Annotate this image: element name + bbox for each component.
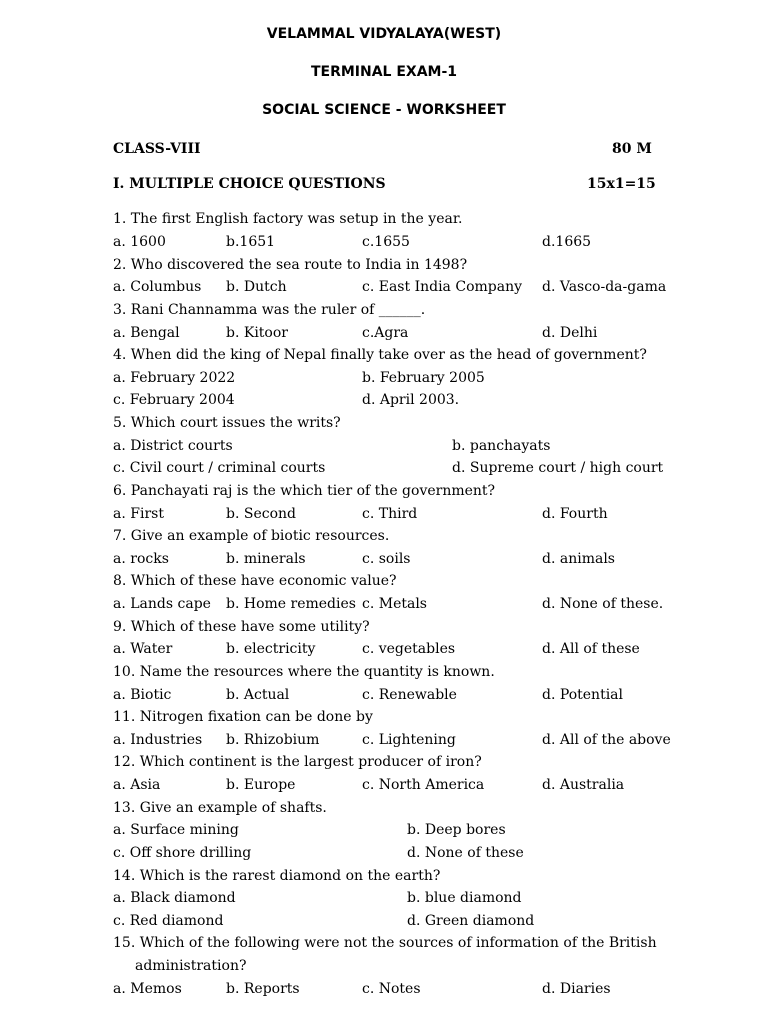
option: c. Lightening xyxy=(362,732,456,748)
option: c.1655 xyxy=(362,234,410,250)
section-title: I. MULTIPLE CHOICE QUESTIONS xyxy=(113,176,386,192)
option: b. Kitoor xyxy=(226,325,288,341)
option: a. Bengal xyxy=(113,325,180,341)
option: b. Actual xyxy=(226,687,290,703)
question-text: 5. Which court issues the writs? xyxy=(113,415,341,431)
option: d. All of these xyxy=(542,641,640,657)
question-text: 10. Name the resources where the quantity is known. xyxy=(113,664,495,680)
question-text: 12. Which continent is the largest producer of iron? xyxy=(113,754,482,770)
question-text: 9. Which of these have some utility? xyxy=(113,619,370,635)
option: c. Off shore drilling xyxy=(113,845,252,861)
option: d. Fourth xyxy=(542,506,608,522)
option: a. Black diamond xyxy=(113,890,236,906)
option: d. Australia xyxy=(542,777,625,793)
option: a. District courts xyxy=(113,438,233,454)
option: a. Water xyxy=(113,641,173,657)
option: d. Supreme court / high court xyxy=(452,460,664,476)
question-text: 13. Give an example of shafts. xyxy=(113,800,327,816)
exam-title: TERMINAL EXAM-1 xyxy=(310,64,458,80)
option: b. Dutch xyxy=(226,279,287,295)
option: b. electricity xyxy=(226,641,316,657)
option: c.Agra xyxy=(362,325,409,341)
section-marks: 15x1=15 xyxy=(587,176,656,192)
option: b. Europe xyxy=(226,777,296,793)
option: c. Metals xyxy=(362,596,427,612)
option: b. Deep bores xyxy=(407,822,506,838)
question-text: 8. Which of these have economic value? xyxy=(113,573,397,589)
option: c. Red diamond xyxy=(113,913,224,929)
option: c. soils xyxy=(362,551,411,567)
question-text: 6. Panchayati raj is the which tier of the government? xyxy=(113,483,496,499)
option: b. Second xyxy=(226,506,296,522)
option: d.1665 xyxy=(542,234,592,250)
option: c. Civil court / criminal courts xyxy=(113,460,326,476)
question-text: 15. Which of the following were not the sources of information of the British xyxy=(113,935,657,951)
total-marks: 80 M xyxy=(612,141,652,157)
option: d. Potential xyxy=(542,687,623,703)
option: c. Renewable xyxy=(362,687,457,703)
question-text: 11. Nitrogen fixation can be done by xyxy=(113,709,373,725)
option: d. April 2003. xyxy=(362,392,460,408)
option: d. All of the above xyxy=(542,732,671,748)
option: d. Vasco-da-gama xyxy=(542,279,667,295)
option: b. Home remedies xyxy=(226,596,356,612)
option: a. 1600 xyxy=(113,234,166,250)
option: d. Green diamond xyxy=(407,913,535,929)
option: a. Lands cape xyxy=(113,596,211,612)
option: a. February 2022 xyxy=(113,370,236,386)
option: c. vegetables xyxy=(362,641,456,657)
question-text: 4. When did the king of Nepal finally take over as the head of government? xyxy=(113,347,647,363)
option: d. animals xyxy=(542,551,615,567)
option: d. Diaries xyxy=(542,981,611,997)
option: a. Industries xyxy=(113,732,203,748)
option: c. February 2004 xyxy=(113,392,235,408)
option: b. blue diamond xyxy=(407,890,522,906)
class-label: CLASS-VIII xyxy=(113,141,201,157)
option: a. Biotic xyxy=(113,687,172,703)
option: c. Third xyxy=(362,506,418,522)
option: b. Reports xyxy=(226,981,300,997)
option: d. None of these xyxy=(407,845,524,861)
question-text: 14. Which is the rarest diamond on the earth? xyxy=(113,868,441,884)
option: b. Rhizobium xyxy=(226,732,320,748)
option: a. Surface mining xyxy=(113,822,239,838)
question-text-continued: administration? xyxy=(135,958,247,974)
option: c. North America xyxy=(362,777,485,793)
option: c. Notes xyxy=(362,981,421,997)
question-text: 7. Give an example of biotic resources. xyxy=(113,528,390,544)
option: a. rocks xyxy=(113,551,169,567)
option: c. East India Company xyxy=(362,279,523,295)
question-text: 3. Rani Channamma was the ruler of ______. xyxy=(113,302,426,318)
option: d. None of these. xyxy=(542,596,664,612)
school-name: VELAMMAL VIDYALAYA(WEST) xyxy=(266,26,502,42)
option: a. Memos xyxy=(113,981,182,997)
option: b. panchayats xyxy=(452,438,551,454)
option: b. minerals xyxy=(226,551,306,567)
option: b. February 2005 xyxy=(362,370,485,386)
question-text: 1. The first English factory was setup in the year. xyxy=(113,211,463,227)
option: a. First xyxy=(113,506,164,522)
option: b.1651 xyxy=(226,234,276,250)
option: d. Delhi xyxy=(542,325,598,341)
subject-title: SOCIAL SCIENCE - WORKSHEET xyxy=(262,102,506,118)
option: a. Asia xyxy=(113,777,161,793)
question-text: 2. Who discovered the sea route to India in 1498? xyxy=(113,257,468,273)
option: a. Columbus xyxy=(113,279,202,295)
